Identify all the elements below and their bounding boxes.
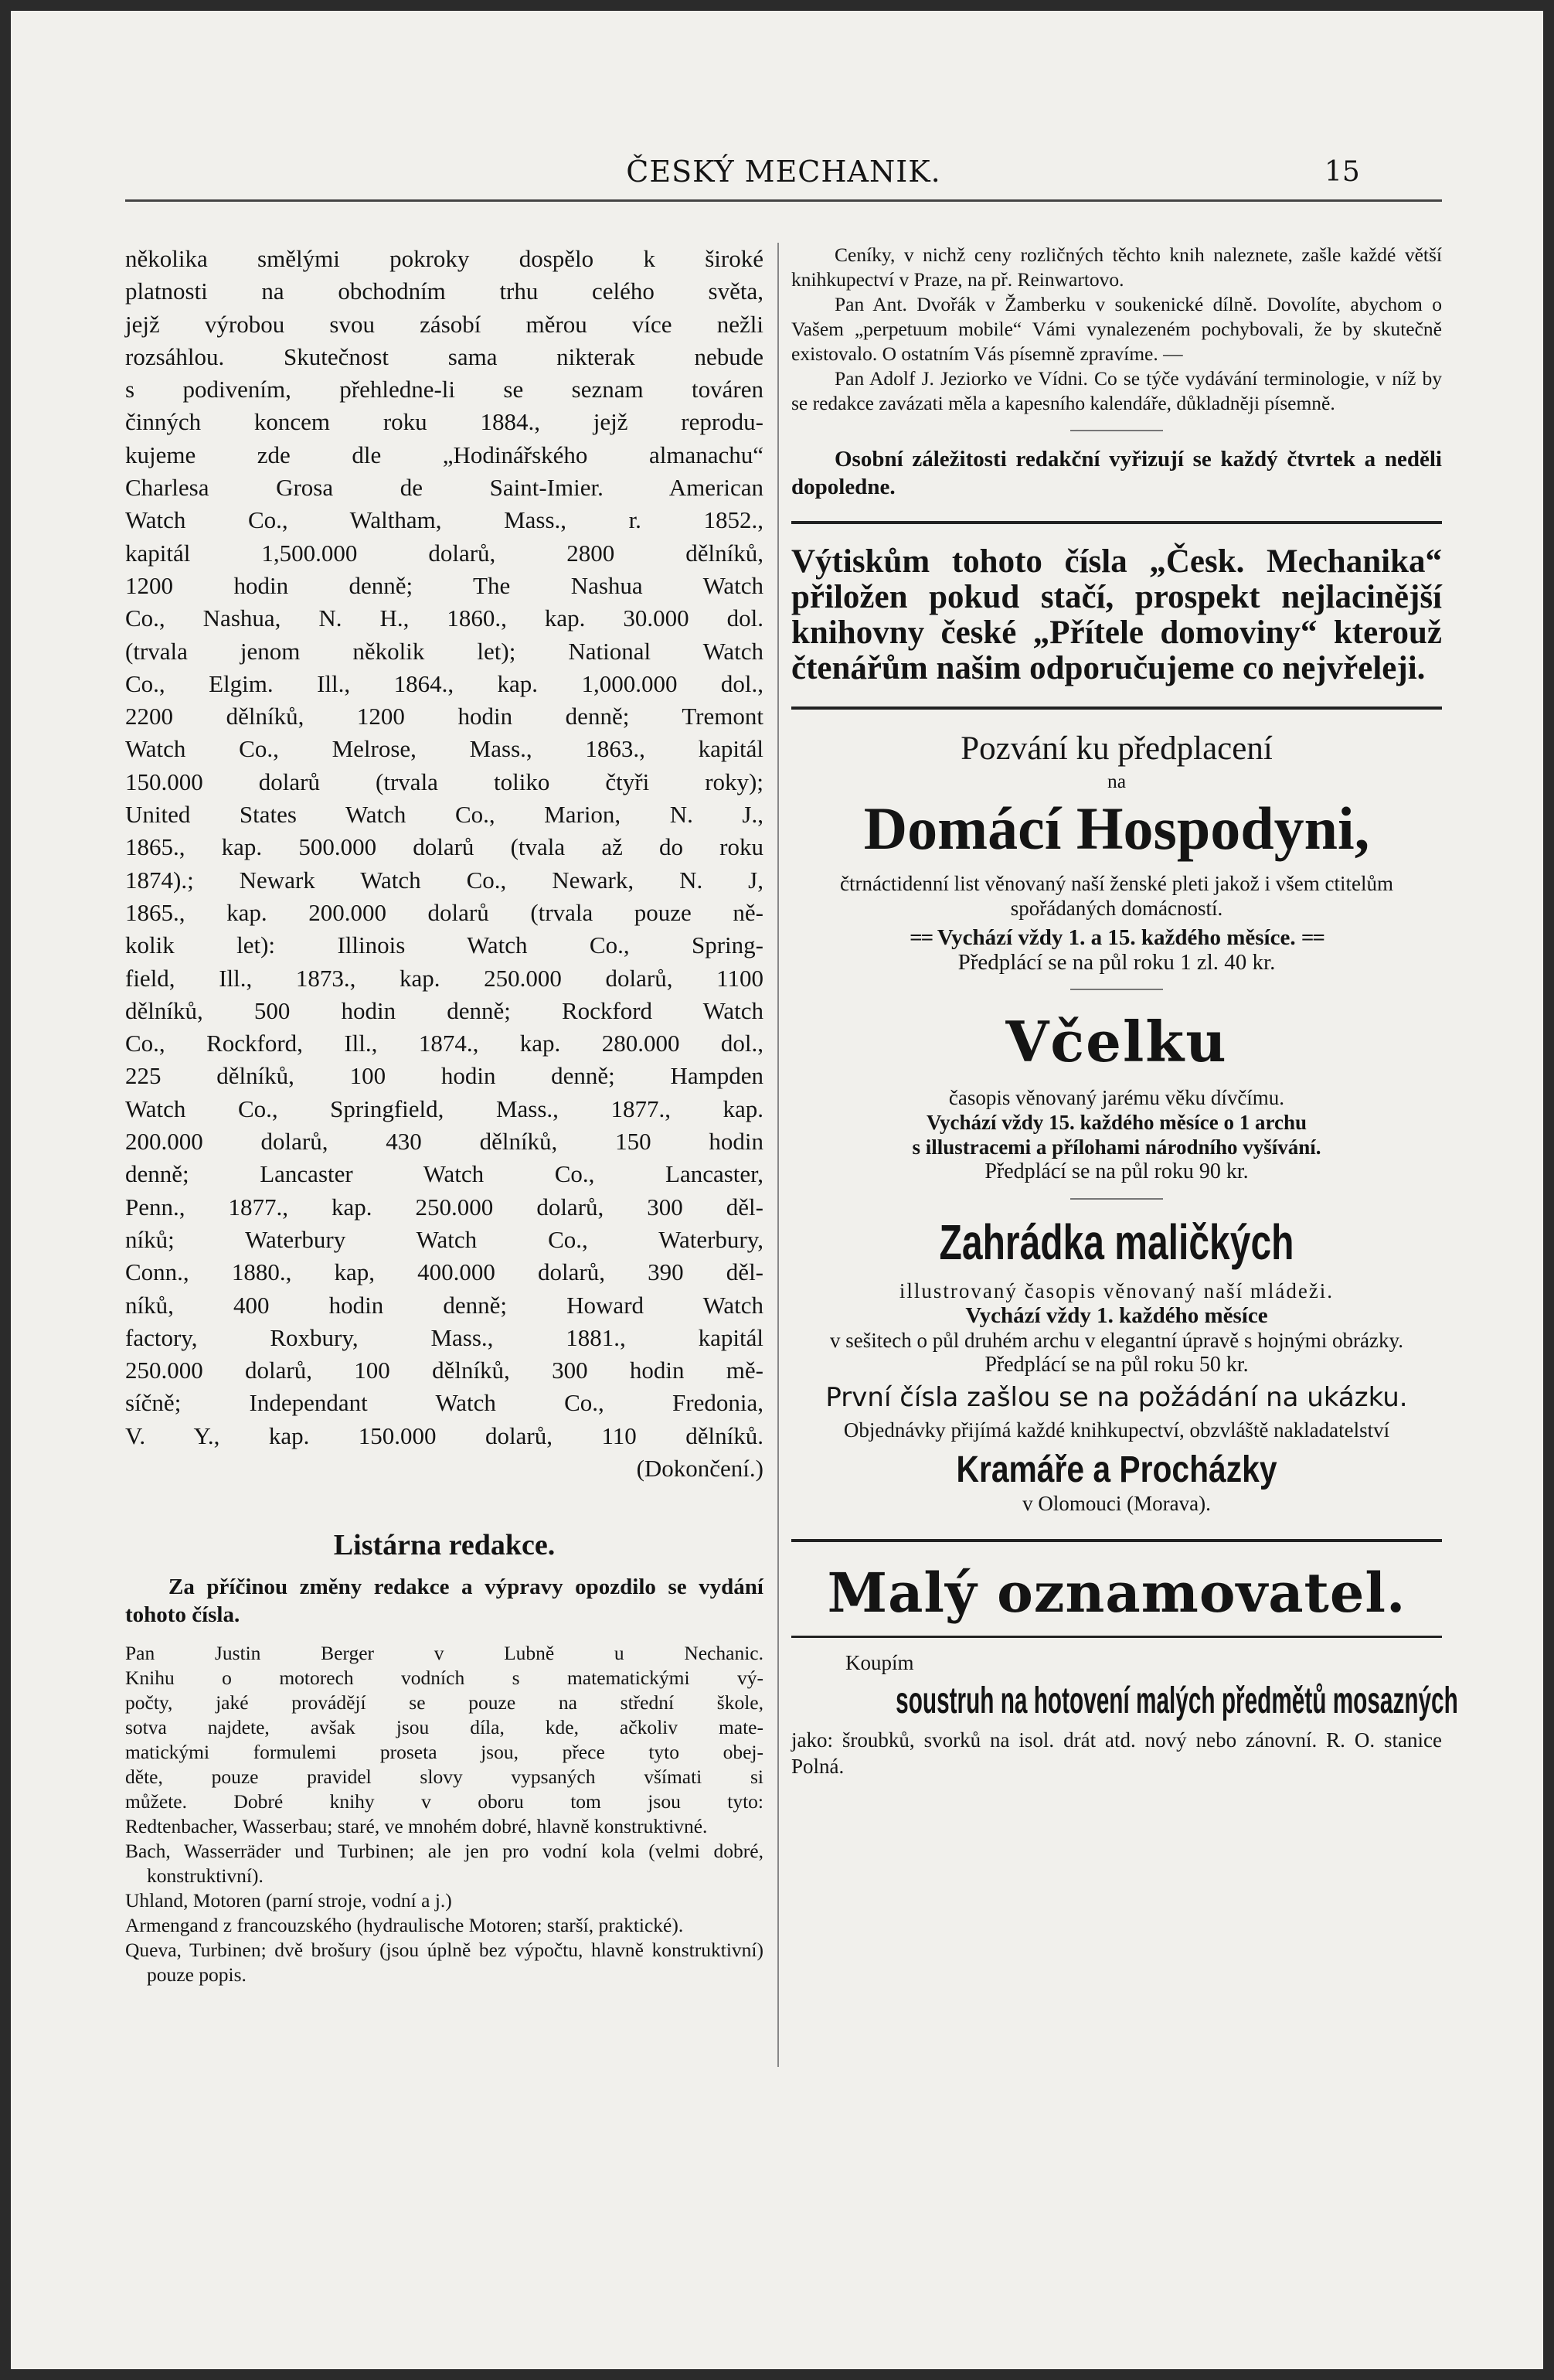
vcelka-description: časopis věnovaný jarému věku dívčímu.: [948, 1086, 1285, 1109]
book-list: [125, 1814, 763, 1987]
listarna-intro-line: Knihu o motorech vodních s matematickými vý-: [125, 1667, 763, 1690]
domaci-description: čtrnáctidenní list věnovaný naší ženské pleti jakož i všem ctitelům spořádaných domácností.: [839, 872, 1394, 920]
article-line: 200.000 dolarů, 430 dělníků, 150 hodin: [125, 1128, 763, 1156]
section-rule: [791, 707, 1442, 710]
listarna-replies: [791, 243, 1442, 416]
listarna-notice: Za příčinou změny redakce a výpravy opozdilo se vydání tohoto čísla.: [125, 1575, 763, 1628]
book-entry: Uhland, Motoren (parní stroje, vodní a j.): [125, 1889, 452, 1912]
article-line: síčně; Independant Watch Co., Fredonia,: [125, 1389, 763, 1417]
article-line: kapitál 1,500.000 dolarů, 2800 dělníků,: [125, 539, 763, 567]
domaci-price: Předplácí se na půl roku 1 zl. 40 kr.: [957, 950, 1276, 975]
article-line: dělníků, 500 hodin denně; Rockford Watch: [125, 996, 763, 1024]
vcelka-title: Včelku: [1005, 1009, 1228, 1074]
vcelka-issue-line: Vychází vždy 15. každého měsíce o 1 archu: [927, 1111, 1307, 1134]
book-entry: Armengand z francouzského (hydraulische Motoren; starší, praktické).: [125, 1914, 684, 1937]
header-rule: [125, 199, 1442, 202]
book-entry: Bach, Wasserräder und Turbinen; ale jen pro vodní kola (velmi dobré, konstruktivní).: [125, 1840, 763, 1888]
section-rule: [791, 1636, 1442, 1638]
book-entry: Redtenbacher, Wasserbau; staré, ve mnohém dobré, hlavně konstruktivné.: [125, 1815, 708, 1838]
zahradka-format: v sešitech o půl druhém archu v elegantní úpravě s hojnými obrázky.: [829, 1329, 1404, 1352]
article-line: s podivením, přehledne-li se seznam továren: [125, 376, 763, 403]
article-line: Co., Elgim. Ill., 1864., kap. 1,000.000 dol.,: [125, 669, 763, 697]
article-line: Conn., 1880., kap, 400.000 dolarů, 390 děl-: [125, 1258, 763, 1286]
article-line: V. Y., kap. 150.000 dolarů, 110 dělníků.: [125, 1422, 763, 1449]
zahradka-description: illustrovaný časopis věnovaný naší mládeži.: [899, 1279, 1335, 1302]
article-line: field, Ill., 1873., kap. 250.000 dolarů, 1100: [125, 964, 763, 992]
article-line: Co., Rockford, Ill., 1874., kap. 280.000 dol.,: [125, 1030, 763, 1057]
article-line: 1200 hodin denně; The Nashua Watch: [125, 571, 763, 599]
article-line: factory, Roxbury, Mass., 1881., kapitál: [125, 1323, 763, 1351]
newspaper-page: [11, 11, 1543, 2369]
listarna-intro: [125, 1641, 763, 1814]
vcelka-issue-line: s illustracemi a přílohami národního vyšívání.: [912, 1136, 1321, 1159]
article-line: činných koncem roku 1884., jejž reprodu-: [125, 408, 763, 436]
vcelka-issue: [791, 1110, 1442, 1159]
listarna-intro-line: Pan Justin Berger v Lubně u Nechanic.: [125, 1642, 763, 1665]
short-rule: [1070, 1198, 1163, 1200]
domaci-hospodyni-title: Domácí Hospodyni,: [863, 795, 1370, 862]
reply-paragraph: Ceníky, v nichž ceny rozličných těchto knih naleznete, zašle každé větší knihkupectví v Praze, na př. Reinwartovo.: [791, 243, 1442, 291]
article-line: Watch Co., Springfield, Mass., 1877., kap.: [125, 1095, 763, 1122]
article-line: 250.000 dolarů, 100 dělníků, 300 hodin mě-: [125, 1357, 763, 1384]
article-line: (trvala jenom několik let); National Watch: [125, 637, 763, 665]
article-line: kujeme zde dle „Hodinářského almanachu“: [125, 441, 763, 468]
zahradka-issue: Vychází vždy 1. každého měsíce: [965, 1303, 1268, 1328]
section-rule: [791, 1539, 1442, 1542]
article-line: United States Watch Co., Marion, N. J.,: [125, 801, 763, 829]
article-line: jejž výrobou svou zásobí měrou více nežli: [125, 310, 763, 338]
article-line: 1874).; Newark Watch Co., Newark, N. J,: [125, 866, 763, 894]
zahradka-title: Zahrádka maličkých: [939, 1214, 1294, 1270]
listarna-intro-line: počty, jaké provádějí se pouze na střední škole,: [125, 1691, 763, 1714]
article-line: platnosti na obchodním trhu celého světa,: [125, 277, 763, 305]
article-line: 225 dělníků, 100 hodin denně; Hampden: [125, 1062, 763, 1090]
column-divider: [777, 243, 779, 2067]
short-rule: [1070, 430, 1163, 431]
section-rule: [791, 521, 1442, 524]
page-number: 15: [1324, 156, 1360, 188]
article-line: několika smělými pokroky dospělo k široké: [125, 245, 763, 272]
publisher-name: Kramáře a Procházky: [956, 1449, 1277, 1490]
article-line: 1865., kap. 200.000 dolarů (trvala pouze ně-: [125, 898, 763, 926]
left-column: [125, 243, 763, 1987]
article-line: 150.000 dolarů (trvala toliko čtyři roky);: [125, 768, 763, 795]
article-line: kolik let): Illinois Watch Co., Spring-: [125, 931, 763, 959]
listarna-title: Listárna redakce.: [333, 1529, 556, 1562]
article-line: Penn., 1877., kap. 250.000 dolarů, 300 děl-: [125, 1193, 763, 1221]
listarna-intro-line: sotva najdete, avšak jsou díla, kde, ačkoliv mate-: [125, 1716, 763, 1739]
short-rule: [1070, 989, 1163, 990]
article-line: Watch Co., Melrose, Mass., 1863., kapitál: [125, 735, 763, 763]
maly-oznamovatel-title: Malý oznamovatel.: [827, 1561, 1406, 1625]
watch-factories-article: [125, 243, 763, 1452]
vcelka-price: Předplácí se na půl roku 90 kr.: [984, 1159, 1249, 1183]
first-issues-note: První čísla zašlou se na požádání na ukázku.: [825, 1382, 1408, 1413]
kupim-label: Koupím: [845, 1651, 914, 1674]
orders-note: Objednávky přijímá každé knihkupectví, obzvláště nakladatelství: [843, 1418, 1390, 1442]
article-line: denně; Lancaster Watch Co., Lancaster,: [125, 1160, 763, 1188]
domaci-issue: == Vychází vždy 1. a 15. každého měsíce. ==: [910, 925, 1324, 950]
invite-title: Pozvání ku předplacení: [961, 730, 1273, 767]
article-line: rozsáhlou. Skutečnost sama nikterak nebude: [125, 342, 763, 370]
article-line: 2200 dělníků, 1200 hodin denně; Tremont: [125, 703, 763, 730]
right-column: [791, 243, 1458, 1779]
article-line: 1865., kap. 500.000 dolarů (tvala až do roku: [125, 833, 763, 861]
publisher-city: v Olomouci (Morava).: [1022, 1492, 1211, 1515]
rule-mark: ==: [910, 925, 933, 950]
article-line: níků, 400 hodin denně; Howard Watch: [125, 1291, 763, 1319]
listarna-intro-line: děte, pouze pravidel slovy vypsaných všímati si: [125, 1765, 763, 1789]
article-line: Watch Co., Waltham, Mass., r. 1852.,: [125, 506, 763, 534]
printing-notice: Výtiskům tohoto čísla „Česk. Mechanika“ přiložen pokud stačí, prospekt nejlacinější knihovny české „Přítele domoviny“ kterouž čtenářům našim odporučujeme co nejvřeleji.: [791, 543, 1442, 686]
soustruh-headline: soustruh na hotovení malých předmětů mosazných: [896, 1680, 1458, 1721]
office-hours: Osobní záležitosti redakční vyřizují se každý čtvrtek a neděli dopoledne.: [791, 447, 1442, 499]
continuation-note: (Dokončení.): [636, 1454, 763, 1482]
reply-paragraph: Pan Ant. Dvořák v Žamberku v soukenické dílně. Dovolíte, abychom o Vašem „perpetuum mobile“ Vámi vynalezeném pochybovali, že by skutečně existovalo. O ostatním Vás písemně zpravíme. —: [791, 293, 1442, 365]
article-line: Co., Nashua, N. H., 1860., kap. 30.000 dol.: [125, 604, 763, 632]
listarna-intro-line: můžete. Dobré knihy v oboru tom jsou tyto:: [125, 1790, 763, 1813]
article-line: Charlesa Grosa de Saint-Imier. American: [125, 474, 763, 502]
reply-paragraph: Pan Adolf J. Jeziorko ve Vídni. Co se týče vydávání terminologie, v níž by se redakce zavázati měla a kapesního kalendáře, důkladněji písemně.: [791, 367, 1442, 414]
classified-details: jako: šroubků, svorků na isol. drát atd. nový nebo zánovní. R. O. stanice Polná.: [791, 1728, 1442, 1778]
book-entry: Queva, Turbinen; dvě brošury (jsou úplně bez výpočtu, hlavně konstruktivní) pouze popis.: [125, 1939, 763, 1987]
zahradka-price: Předplácí se na půl roku 50 kr.: [984, 1353, 1249, 1377]
article-line: níků; Waterbury Watch Co., Waterbury,: [125, 1225, 763, 1253]
rule-mark: ==: [1301, 925, 1324, 950]
page-header-title: ČESKÝ MECHANIK.: [626, 155, 941, 189]
invite-na: na: [1107, 770, 1127, 792]
listarna-intro-line: matickými formulemi prosetа jsou, přece tyto obej-: [125, 1741, 763, 1764]
